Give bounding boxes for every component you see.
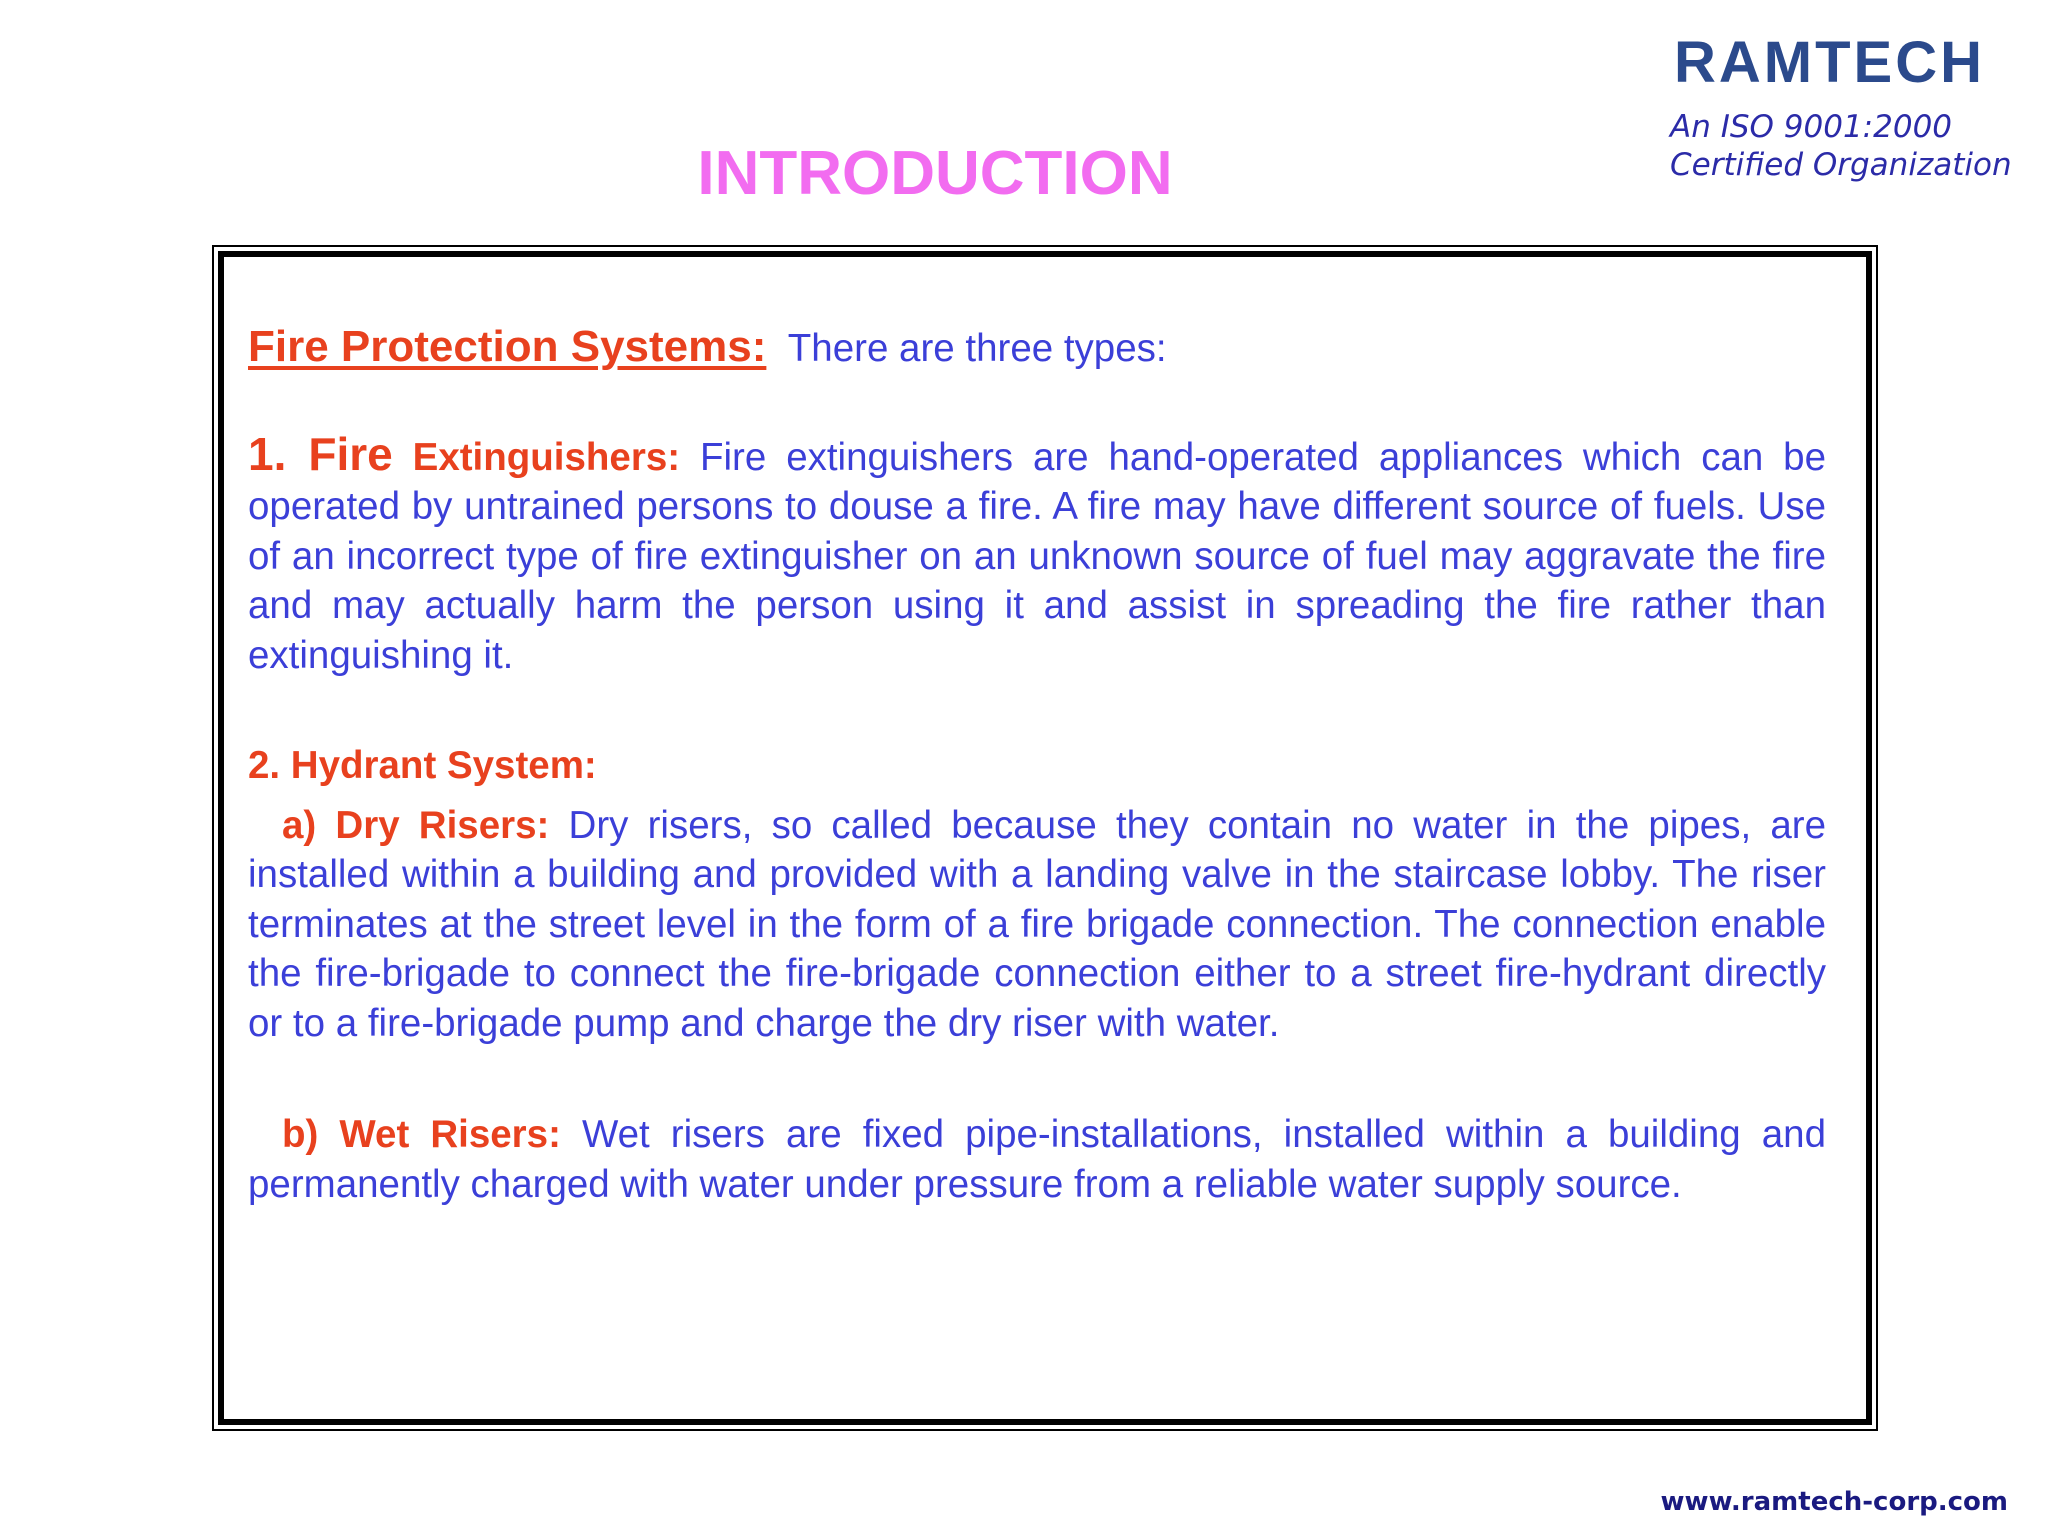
wet-risers-paragraph [248,1110,1826,1209]
wet-risers-text: Wet risers are fixed pipe-installations, installed within a building and permanently charged with water under pressure from a reliable water supply source. [248,1113,1826,1206]
hydrant-system-heading: 2. Hydrant System: [248,744,597,787]
tagline-line-1: An ISO 9001:2000 [1670,109,1953,145]
wet-risers-label: b) Wet Risers: [282,1113,561,1156]
extinguishers-label: Extinguishers: [412,435,681,479]
company-logo: RAMTECH [1674,30,1985,95]
footer-website-url: www.ramtech-corp.com [1660,1487,2008,1517]
extinguishers-text: Fire extinguishers are hand-operated appliances which can be operated by untrained persons to douse a fire. A fire may have different source of fuels. Use of an incorrect type of fire extinguisher on an unknown source of fuel may aggravate the fire and may actually harm the person using it and assist in spreading the fire rather than extinguishing it. [248,435,1826,677]
dry-risers-text: Dry risers, so called because they contain no water in the pipes, are installed within a building and provided with a landing valve in the staircase lobby. The riser terminates at the street level in the form of a fire brigade connection. The connection enable the fire-brigade to connect the fire-brigade connection either to a street fire-hydrant directly or to a fire-brigade pump and charge the dry riser with water. [248,803,1826,1045]
section-heading-fire-protection: Fire Protection Systems: [248,322,767,371]
intro-text: There are three types: [787,327,1167,370]
extinguishers-paragraph [248,427,1826,681]
page-title: INTRODUCTION [697,139,1173,208]
extinguishers-number: 1. Fire [248,427,393,480]
dry-risers-label: a) Dry Risers: [282,803,550,847]
dry-risers-paragraph [248,801,1826,1049]
intro-paragraph [248,322,1826,374]
content-body [248,322,1826,1209]
tagline-line-2: Certified Organization [1670,147,2012,183]
